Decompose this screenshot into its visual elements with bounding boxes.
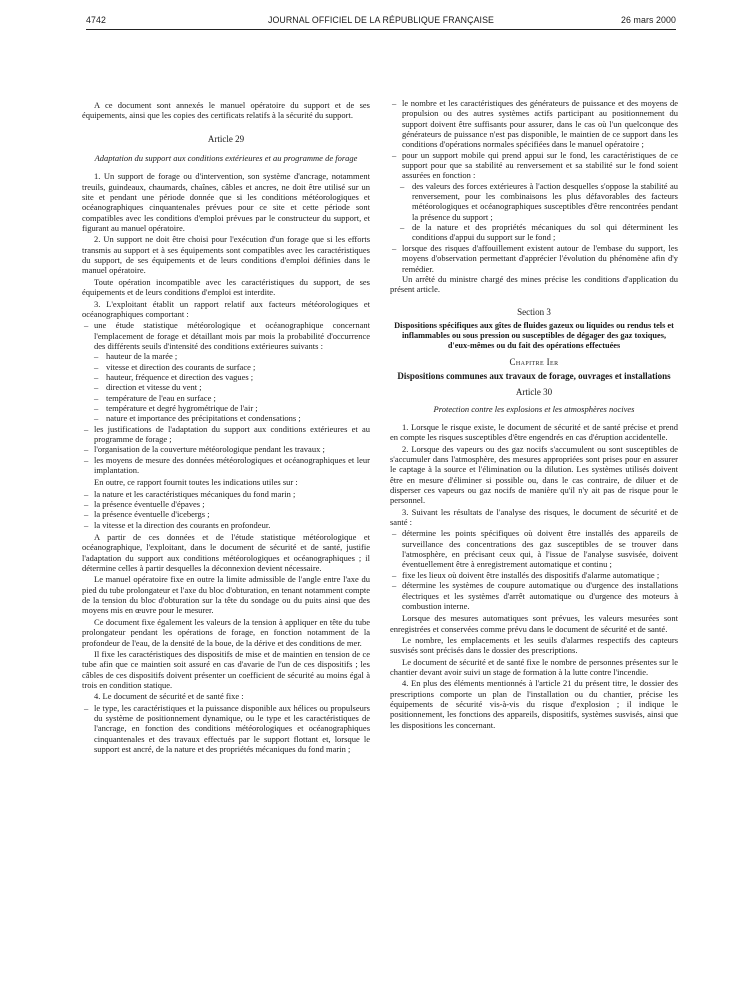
- list-item: – vitesse et direction des courants de surface ;: [82, 362, 370, 372]
- list-item: – la présence éventuelle d'icebergs ;: [82, 509, 370, 519]
- paragraph: Le nombre, les emplacements et les seuils d'alarmes respectifs des capteurs susvisés sont précisés dans le dossier des prescriptions.: [390, 634, 678, 656]
- paragraph: Lorsque des mesures automatiques sont prévues, les valeurs mesurées sont enregistrées et conservées comme prévu dans le document de sécurité et de santé.: [390, 613, 678, 634]
- paragraph: 2. Lorsque des vapeurs ou des gaz nocifs s'accumulent ou sont susceptibles de s'accumuler dans l'atmosphère, des mesures appropriées sont prises pour en assurer le captage à la source et l'élimination ou la dilution. Les systèmes utilisés doivent être en mesure d'éliminer si possible ou, dans le cas contraire, de diluer et de disperser ces vapeurs ou gaz nocifs de manière qu'il n'y ait pas de risque pour le personnel.: [390, 443, 678, 506]
- seabed-list: [82, 489, 370, 530]
- list-item: – fixe les lieux où doivent être installés des dispositifs d'alarme automatique ;: [390, 570, 678, 580]
- safety-document-list-continued: [390, 98, 678, 181]
- list-item: – lorsque des risques d'affouillement existent autour de l'embase du support, les moyens d'observation permettant d'apprécier l'évolution du phénomène afin d'y remédier.: [390, 243, 678, 274]
- left-column: [82, 100, 370, 754]
- paragraph: 4. Le document de sécurité et de santé fixe :: [94, 691, 244, 702]
- list-item: – des valeurs des forces extérieures à l'action desquelles s'oppose la stabilité au renversement, pour les combinaisons les plus défavorables des facteurs météorologiques et océanographiques susceptibles d'être rencontrées pendant la présence du support ;: [390, 181, 678, 222]
- factor-list-continued: [82, 424, 370, 476]
- condition-sublist: [82, 351, 370, 423]
- list-item: – le nombre et les caractéristiques des générateurs de puissance et des moyens de propulsion ou des autres systèmes actifs participant au positionnement du support doivent être suffisants pour assurer, dans le cas où l'un quelconque des générateurs de puissance n'est pas disponible, le maintien de ce support dans les conditions d'opérations normales spécifiées dans le manuel opératoire ;: [390, 98, 678, 150]
- safety-document-list-end: [390, 243, 678, 274]
- list-item: – l'organisation de la couverture météorologique pendant les travaux ;: [82, 444, 370, 454]
- list-item: – la vitesse et la direction des courants en profondeur.: [82, 520, 370, 530]
- paragraph: A ce document sont annexés le manuel opératoire du support et de ses équipements, ainsi que les copies des certificats relatifs à la sécurité du support.: [82, 100, 370, 121]
- list-item: – pour un support mobile qui prend appui sur le fond, les caractéristiques de ce support pour que sa stabilité au renversement et sa stabilité sur le fond soient assurées en fonction :: [390, 150, 678, 181]
- paragraph: En outre, ce rapport fournit toutes les indications utiles sur :: [94, 477, 298, 488]
- stability-sublist: [390, 181, 678, 243]
- article-30-heading: Article 30: [515, 387, 553, 398]
- page-number: 4742: [86, 15, 106, 25]
- list-item: – la nature et les caractéristiques mécaniques du fond marin ;: [82, 489, 370, 499]
- article-29-subtitle: Adaptation du support aux conditions extérieures et au programme de forage: [94, 153, 358, 164]
- list-item: – hauteur, fréquence et direction des vagues ;: [82, 372, 370, 382]
- factor-list: [82, 320, 370, 351]
- chapter-1-heading: Chapitre Ier: [509, 357, 559, 368]
- section-3-heading: Section 3: [517, 306, 551, 317]
- paragraph: 1. Un support de forage ou d'intervention, son système d'ancrage, notamment treuils, guindeaux, chaumards, chaînes, câbles et ancres, ne doit être utilisé sur un site et pendant une période donnée que si les conditions météorologiques et océanographiques cinquantenales prévues pour ce site et cette période sont compatibles avec les conditions d'emploi prévues par le constructeur du support, et figurant au manuel opératoire.: [82, 171, 370, 234]
- paragraph: Ce document fixe également les valeurs de la tension à appliquer en tête du tube prolongateur pendant les opérations de forage, en fonction notamment de la profondeur de l'eau, de la densité de la boue, de la dérive et des conditions de mer.: [82, 616, 370, 648]
- list-item: – détermine les points spécifiques où doivent être installés des appareils de surveillance des concentrations des gaz susceptibles de se trouver dans l'atmosphère, en précisant ceux qui, à l'issue de l'analyse susvisée, doivent éventuellement être à enregistrement automatique et continu ;: [390, 528, 678, 569]
- paragraph: 1. Lorsque le risque existe, le document de sécurité et de santé précise et prend en compte les risques susceptibles d'être engendrés en cas d'éruption accidentelle.: [390, 422, 678, 443]
- paragraph: 3. L'exploitant établit un rapport relatif aux facteurs météorologiques et océanographiques comportant :: [82, 298, 370, 319]
- journal-title: JOURNAL OFFICIEL DE LA RÉPUBLIQUE FRANÇAISE: [267, 15, 495, 25]
- list-item: – les moyens de mesure des données météorologiques et océanographiques et leur implantation.: [82, 455, 370, 476]
- list-item: – la présence éventuelle d'épaves ;: [82, 499, 370, 509]
- list-item: – les justifications de l'adaptation du support aux conditions extérieures et au programme de forage ;: [82, 424, 370, 445]
- paragraph: 4. En plus des éléments mentionnés à l'article 21 du présent titre, le dossier des prescriptions comporte un plan de l'installation ou du chantier, précise les équipements de sécurité vis-à-vis du risque d'explosion ; il indique le positionnement, les fonctions des appareils, dispositifs, systèmes susvisés, ainsi que les dispositions les concernant.: [390, 678, 678, 730]
- list-item: – nature et importance des précipitations et condensations ;: [82, 413, 370, 423]
- paragraph: Un arrêté du ministre chargé des mines précise les conditions d'application du présent article.: [390, 273, 678, 295]
- list-item: – température de l'eau en surface ;: [82, 393, 370, 403]
- paragraph: 2. Un support ne doit être choisi pour l'exécution d'un forage que si les efforts transmis au support et à ses équipements sont compatibles avec les caractéristiques du support, de ses équipements et de leurs conditions d'emploi définies dans le manuel opératoire.: [82, 234, 370, 276]
- list-item: – hauteur de la marée ;: [82, 351, 370, 361]
- list-item: – détermine les systèmes de coupure automatique ou d'urgence des installations électriques et les systèmes d'arrêt automatique ou d'urgence des moteurs à combustion interne.: [390, 580, 678, 611]
- chapter-1-title: Dispositions communes aux travaux de forage, ouvrages et installations: [397, 370, 671, 381]
- right-column: [390, 98, 678, 731]
- paragraph: Toute opération incompatible avec les caractéristiques du support, de ses équipements et de leurs conditions d'emploi est interdite.: [82, 276, 370, 298]
- section-3-title: Dispositions spécifiques aux gîtes de fluides gazeux ou liquides ou rendus tels et inflammables ou sous pression ou susceptibles de dégager des gaz toxiques, d'eux-mêmes ou du fait des opérations effectuées: [394, 320, 674, 351]
- list-item: – direction et vitesse du vent ;: [82, 382, 370, 392]
- paragraph: 3. Suivant les résultats de l'analyse des risques, le document de sécurité et de santé :: [390, 506, 678, 528]
- list-item: – température et degré hygrométrique de l'air ;: [82, 403, 370, 413]
- safety-document-list: [82, 703, 370, 755]
- monitoring-list: [390, 528, 678, 611]
- paragraph: A partir de ces données et de l'étude statistique météorologique et océanographique, l'exploitant, dans le document de sécurité et de santé, justifie l'adaptation du support aux conditions météorologiques et océanographiques ; il détermine celles à partir desquelles la déconnexion devient nécessaire.: [82, 532, 370, 574]
- publication-date: 26 mars 2000: [621, 15, 676, 25]
- paragraph: Le manuel opératoire fixe en outre la limite admissible de l'angle entre l'axe du pied du tube prolongateur et l'axe du bloc d'obturation, en tenant notamment compte de la tension du bloc d'obturation sur la tête du sondage ou du puits ainsi que des moyens mis en œuvre pour le mesurer.: [82, 574, 370, 616]
- list-item: – le type, les caractéristiques et la puissance disponible aux hélices ou propulseurs du système de positionnement dynamique, ou le type et les caractéristiques de l'ancrage, en fonction des conditions météorologiques et océanographiques cinquantenales et des travaux effectués par le support flottant et, lorsque le support est ancré, de la nature et des propriétés mécaniques du fond marin ;: [82, 703, 370, 755]
- article-30-subtitle: Protection contre les explosions et les atmosphères nocives: [433, 403, 635, 414]
- list-item: – de la nature et des propriétés mécaniques du sol qui déterminent les conditions d'appui du support sur le fond ;: [390, 222, 678, 243]
- article-29-heading: Article 29: [207, 133, 245, 144]
- list-item: – une étude statistique météorologique et océanographique concernant l'emplacement de forage et détaillant mois par mois la probabilité d'occurrence des différents seuils d'intensité des conditions extérieures suivants :: [82, 320, 370, 351]
- header-rule: [86, 29, 676, 30]
- paragraph: Le document de sécurité et de santé fixe le nombre de personnes présentes sur le chantier devant avoir suivi un stage de formation à la lutte contre l'incendie.: [390, 656, 678, 677]
- paragraph: Il fixe les caractéristiques des dispositifs de mise et de maintien en tension de ce tube afin que ce maintien soit assuré en cas d'avarie de l'un de ces dispositifs ; les câbles de ces dispositifs doivent présenter un coefficient de sécurité au moins égal à trois en condition statique.: [82, 648, 370, 690]
